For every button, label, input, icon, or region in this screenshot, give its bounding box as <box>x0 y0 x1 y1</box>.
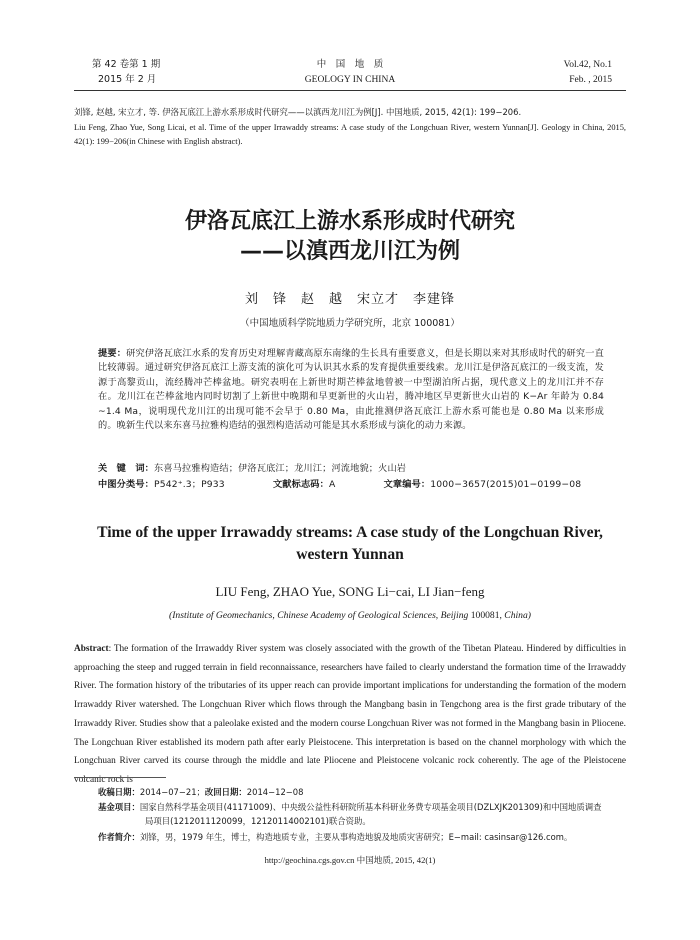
header-date-zh: 2015 年 2 月 <box>98 74 157 85</box>
abstract-zh-label: 提要： <box>98 348 127 359</box>
header-volume-zh: 第 42 卷第 1 期 <box>92 59 161 70</box>
revised-value: 2014−12−08 <box>246 787 304 797</box>
abstract-en-label: Abstract <box>74 644 109 654</box>
title-en-line2: western Yunnan <box>296 546 404 563</box>
footnote-fund <box>98 801 628 815</box>
footnote-author <box>98 831 572 845</box>
header-journal-en: GEOLOGY IN CHINA <box>304 75 396 85</box>
authors-en: LIU Feng, ZHAO Yue, SONG Li−cai, LI Jian−feng <box>215 584 485 599</box>
author-bio-text: 刘锋，男，1979 年生，博士，构造地质专业，主要从事构造地貌及地质灾害研究；E−mail: casinsar@126.com。 <box>139 832 573 842</box>
abstract-zh-text: 研究伊洛瓦底江水系的发育历史对理解青藏高原东南缘的生长具有重要意义，但是长期以来对其形成时代的研究一直比较薄弱。通过研究伊洛瓦底江上游支流的演化可为认识其水系的发育提供重要线索。龙川江是伊洛瓦底江的一级支流，发源于高黎贡山，流经腾冲芒棒盆地。研究表明在上新世时期芒棒盆地曾被一中型湖泊所占据，现代意义上的龙川江并不存在。龙川江在芒棒盆地内同时切割了上新世中晚期和早更新世的火山岩，腾冲地区早更新世火山岩的 K−Ar 年龄为 0.84 ~1.4 Ma，说明现代龙川江的出现可能不会早于 0.80 Ma，由此推测伊洛瓦底江上游水系可能也是 0.80 Ma 以来形成的。晚新生代以来东喜马拉雅构造结的强烈构造活动可能是其水系形成与演化的动力来源。 <box>98 348 605 432</box>
author-bio-label: 作者简介： <box>98 832 140 842</box>
affiliation-zh: （中国地质科学院地质力学研究所，北京 100081） <box>240 318 460 329</box>
article-id-label: 文章编号： <box>383 479 431 490</box>
affiliation-en-institute: (Institute of Geomechanics, Chinese Academy of Geological Sciences, Beijing <box>169 610 471 621</box>
citation-en: Liu Feng, Zhao Yue, Song Licai, et al. Time of the upper Irrawaddy streams: A case study of the Longchuan River, western Yunnan[J]. Geology in China, 2015, 42(1): 199−206(in Chinese with English abstract). <box>74 123 626 146</box>
affiliation-en <box>0 610 700 621</box>
footnote-dates <box>98 786 303 800</box>
authors-zh: 刘 锋 赵 越 宋立才 李建锋 <box>244 292 455 307</box>
title-zh-line2: ——以滇西龙川江为例 <box>239 239 460 264</box>
affiliation-en-country: China) <box>504 610 531 621</box>
citation-zh: 刘锋, 赵越, 宋立才, 等. 伊洛瓦底江上游水系形成时代研究——以滇西龙川江为例[J]. 中国地质, 2015, 42(1): 199−206. <box>74 107 522 117</box>
abstract-en-text: : The formation of the Irrawaddy River system was closely associated with the growth of the Tibetan Plateau. Hindered by difficulties in approaching the steep and rugged terrain in field reconnaissance, researchers have failed to clearly understand the formation time of the Irrawaddy River. The formation history of the tributaries of its upper reach can provide important implications for understanding the formation of the modern Irrawaddy River watershed. The Longchuan River which flows through the Mangbang basin in Tengchong area is the first grade tributary of the Irrawaddy River. Studies show that a paleolake existed and the modern course Longchuan River was not formed in the Mangbang basin in Pliocene. The Longchuan River established its modern path after early Pleistocene. This interpretation is based on the channel morphology with which the Longchuan River carved its course through the middle and late Pliocene and Pleistocene volcanic rock coherently. The age of the Pleistocene volcanic rock is <box>74 644 626 785</box>
title-zh-line1: 伊洛瓦底江上游水系形成时代研究 <box>184 209 515 234</box>
keywords-zh-label: 关 键 词： <box>98 463 155 474</box>
header-journal-zh: 中 国 地 质 <box>316 59 384 70</box>
abstract-zh <box>98 347 604 433</box>
header-volume-en: Vol.42, No.1 <box>563 60 612 70</box>
page-footer: http://geochina.cgs.gov.cn 中国地质, 2015, 42(1) <box>264 855 436 865</box>
fund-label: 基金项目： <box>98 802 140 812</box>
header-rule <box>74 90 626 91</box>
title-en-line1: Time of the upper Irrawaddy streams: A case study of the Longchuan River, <box>97 524 603 541</box>
footnote-rule <box>74 777 166 778</box>
received-label: 收稿日期： <box>98 787 140 797</box>
abstract-en <box>74 640 626 790</box>
header-date-en: Feb. , 2015 <box>569 75 612 85</box>
keywords-zh <box>98 462 604 476</box>
classification-zh <box>98 478 604 492</box>
footnote-fund-cont: 局项目(1212011120099，12120114002101)联合资助。 <box>145 816 371 826</box>
fund-text-line1: 国家自然科学基金项目(41171009)、中央级公益性科研院所基本科研业务费专项基金项目(DZLXJK201309)和中国地质调查 <box>139 802 602 812</box>
clc-value: P542⁺.3；P933 <box>154 479 225 490</box>
affiliation-en-postcode: 100081, <box>470 610 505 621</box>
doc-code-value: A <box>328 479 336 490</box>
keywords-zh-text: 东喜马拉雅构造结；伊洛瓦底江；龙川江；河流地貌；火山岩 <box>154 463 407 474</box>
revised-label: 改回日期： <box>204 787 247 797</box>
doc-code-label: 文献标志码： <box>272 479 329 490</box>
clc-label: 中图分类号： <box>98 479 155 490</box>
received-value: 2014−07−21； <box>139 787 205 797</box>
article-id-value: 1000−3657(2015)01−0199−08 <box>430 479 582 490</box>
